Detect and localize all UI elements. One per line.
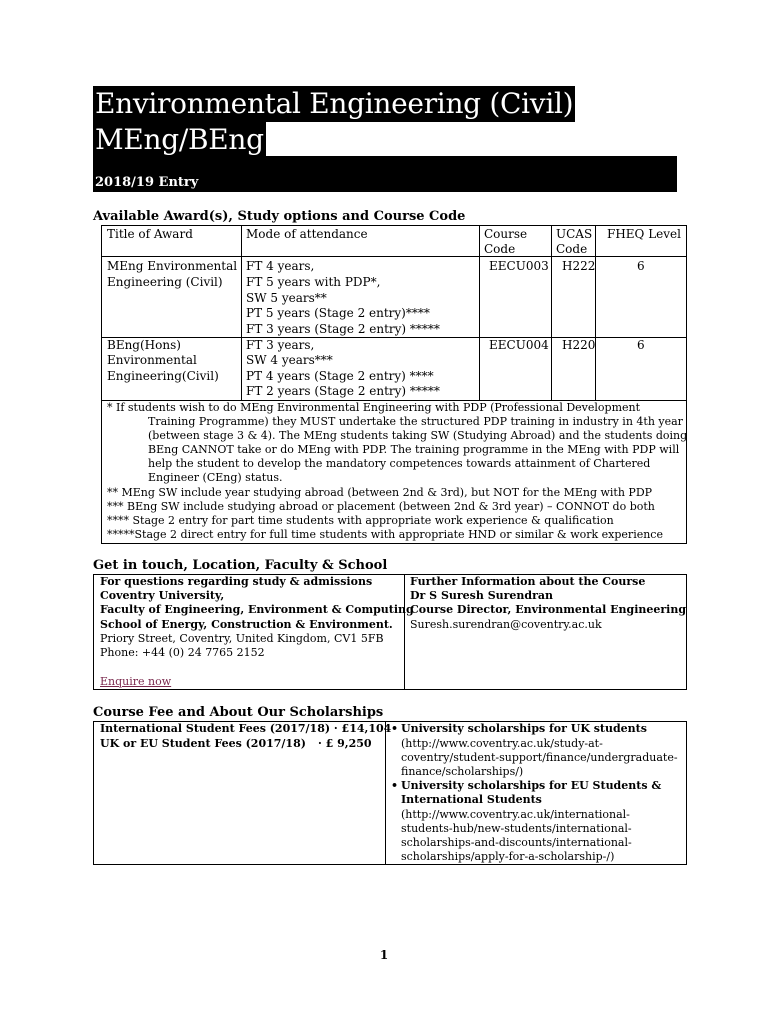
col-header-course-code: Code (484, 242, 516, 256)
ucas-code: H222 (562, 259, 596, 273)
mode-item: FT 3 years (Stage 2 entry) ***** (246, 322, 440, 336)
scholarship-url[interactable]: students-hub/new-students/international- (401, 822, 632, 835)
table-divider (479, 225, 480, 400)
page-title-line2: MEng/BEng (95, 123, 264, 156)
award-title: Engineering(Civil) (107, 369, 219, 383)
contact-phone: Phone: +44 (0) 24 7765 2152 (100, 646, 265, 659)
course-code: EECU003 (489, 259, 549, 273)
contact-line: Further Information about the Course (410, 575, 646, 588)
award-title: Environmental (107, 353, 197, 367)
table-divider (241, 225, 242, 400)
page-number: 1 (379, 948, 389, 962)
course-code: EECU004 (489, 338, 549, 352)
scholarship-url[interactable]: scholarships-and-discounts/international- (401, 836, 632, 849)
mode-item: PT 5 years (Stage 2 entry)**** (246, 306, 430, 320)
awards-heading: Available Award(s), Study options and Course Code (93, 209, 466, 224)
col-header-mode: Mode of attendance (246, 227, 368, 241)
scholarship-url[interactable]: coventry/student-support/finance/undergraduate- (401, 751, 678, 764)
footnote: Training Programme) they MUST undertake the structured PDP training in industry in 4th year (148, 415, 683, 428)
table-divider (385, 721, 386, 865)
contact-line: Course Director, Environmental Engineering (410, 603, 687, 616)
table-divider (101, 256, 687, 257)
footnote: * If students wish to do MEng Environmental Engineering with PDP (Professional Development (107, 401, 641, 414)
footnote: help the student to develop the mandatory competences towards attainment of Chartered (148, 457, 651, 470)
col-header-ucas: UCAS (556, 227, 593, 241)
mode-item: FT 2 years (Stage 2 entry) ***** (246, 384, 440, 398)
contact-line: For questions regarding study & admissions (100, 575, 373, 588)
fheq-level: 6 (637, 338, 645, 352)
fees-heading: Course Fee and About Our Scholarships (93, 705, 384, 720)
footnote: *** BEng SW include studying abroad or placement (between 2nd & 3rd year) – CONNOT do both (107, 500, 655, 513)
uk-fee-label: UK or EU Student Fees (2017/18) (100, 737, 306, 750)
col-header-fheq: FHEQ Level (607, 227, 681, 241)
col-header-title: Title of Award (107, 227, 193, 241)
footnote: (between stage 3 & 4). The MEng students taking SW (Studying Abroad) and the students doing (148, 429, 688, 442)
contact-heading: Get in touch, Location, Faculty & School (93, 558, 388, 573)
footnote: Engineer (CEng) status. (148, 471, 283, 484)
scholarship-intl-title: International Students (401, 793, 542, 806)
page-title-line1: Environmental Engineering (Civil) (95, 87, 574, 120)
scholarship-intl-title: • University scholarships for EU Students & (401, 779, 661, 793)
scholarship-url[interactable]: scholarships/apply-for-a-scholarship-/) (401, 850, 615, 863)
mode-item: FT 4 years, (246, 259, 315, 273)
contact-line: Dr S Suresh Surendran (410, 589, 554, 602)
fheq-level: 6 (637, 259, 645, 273)
uk-fee-value: · £ 9,250 (318, 737, 372, 750)
contact-email[interactable]: Suresh.surendran@coventry.ac.uk (410, 618, 602, 631)
contact-address: Priory Street, Coventry, United Kingdom, CV1 5FB (100, 632, 384, 645)
scholarship-url[interactable]: finance/scholarships/) (401, 765, 524, 778)
scholarship-url[interactable]: (http://www.coventry.ac.uk/international- (401, 808, 630, 821)
scholarship-uk-title: • University scholarships for UK students (401, 722, 647, 736)
contact-line: Coventry University, (100, 589, 225, 602)
mode-item: PT 4 years (Stage 2 entry) **** (246, 369, 434, 383)
table-divider (595, 225, 596, 400)
enquire-now-link[interactable]: Enquire now (100, 675, 172, 688)
contact-line: School of Energy, Construction & Environment. (100, 618, 393, 631)
footnote: *****Stage 2 direct entry for full time students with appropriate HND or similar & work experience (107, 528, 663, 541)
intl-fee: International Student Fees (2017/18) · £14,104 (100, 722, 392, 735)
ucas-code: H220 (562, 338, 596, 352)
contact-line: Faculty of Engineering, Environment & Computing (100, 603, 414, 616)
footnote: **** Stage 2 entry for part time students with appropriate work experience & qualification (107, 514, 614, 527)
mode-item: FT 5 years with PDP*, (246, 275, 381, 289)
mode-item: SW 5 years** (246, 291, 327, 305)
table-divider (404, 574, 405, 690)
scholarship-url[interactable]: (http://www.coventry.ac.uk/study-at- (401, 737, 603, 750)
mode-item: SW 4 years*** (246, 353, 333, 367)
award-title: Engineering (Civil) (107, 275, 223, 289)
footnote: ** MEng SW include year studying abroad (between 2nd & 3rd), but NOT for the MEng with PDP (107, 486, 653, 499)
col-header-ucas-code: Code (556, 242, 588, 256)
col-header-course: Course (484, 227, 528, 241)
table-divider (551, 225, 552, 400)
mode-item: FT 3 years, (246, 338, 315, 352)
footnote: BEng CANNOT take or do MEng with PDP. The training programme in the MEng with PDP will (148, 443, 680, 456)
award-title: BEng(Hons) (107, 338, 181, 352)
award-title: MEng Environmental (107, 259, 238, 273)
entry-year: 2018/19 Entry (95, 175, 199, 190)
